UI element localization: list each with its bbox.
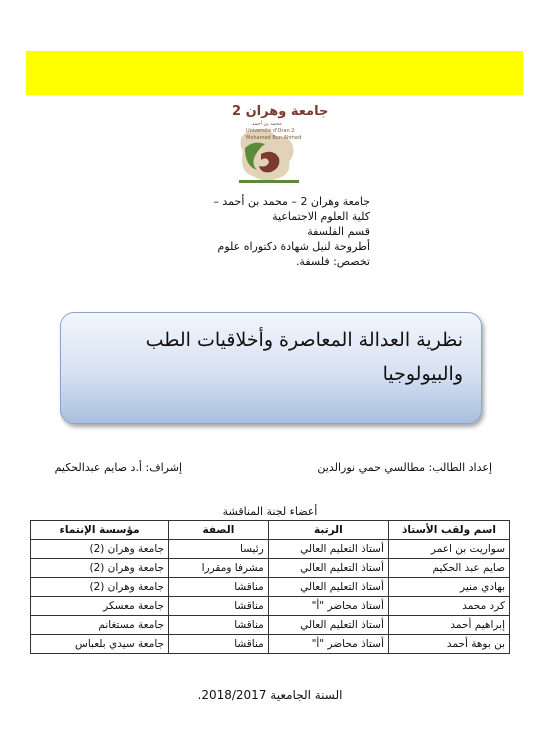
student-name: إعداد الطالب: مطالسي حمي نورالدين [317,461,492,474]
committee-table [30,520,510,654]
table-row [31,616,510,635]
table-row [31,540,510,559]
member-role: مشرفا ومقررا [169,559,269,578]
table-row [31,578,510,597]
committee-title: أعضاء لجنة المناقشة [222,505,318,518]
department-name: قسم الفلسفة [307,225,370,238]
member-role: مناقشا [169,616,269,635]
member-rank: أستاذ التعليم العالي [268,540,388,559]
logo-name: جامعة وهران 2 [232,104,329,119]
specialty: تخصص: فلسفة. [295,255,370,268]
member-name: كرد محمد [388,597,509,616]
member-rank: أستاذ محاضر "أ" [268,635,388,654]
supervisor-name: إشراف: أ.د صايم عبدالحكيم [54,461,182,474]
yellow-header-band [26,51,523,95]
member-name: إبراهيم أحمد [388,616,509,635]
member-rank: أستاذ التعليم العالي [268,559,388,578]
member-role: مناقشا [169,597,269,616]
member-institution: جامعة سيدي بلعباس [31,635,169,654]
header-role: الصفة [169,521,269,540]
table-header-row [31,521,510,540]
member-role: مناقشا [169,578,269,597]
table-row [31,559,510,578]
logo-subtitle-3: Mohamed Ben Ahmed [246,135,302,141]
header-name: اسم ولقب الأستاذ [388,521,509,540]
member-rank: أستاذ التعليم العالي [268,616,388,635]
thesis-title-box [60,312,482,424]
member-institution: جامعة وهران (2) [31,559,169,578]
member-rank: أستاذ محاضر "أ" [268,597,388,616]
logo-subtitle-2: Université d'Oran 2 [246,128,295,134]
university-name: جامعة وهران 2 – محمد بن أحمد – [213,195,370,208]
member-name: صايم عبد الحكيم [388,559,509,578]
member-institution: جامعة وهران (2) [31,540,169,559]
header-rank: الرتبة [268,521,388,540]
member-name: بهادي منير [388,578,509,597]
institution-info [150,194,370,269]
member-institution: جامعة معسكر [31,597,169,616]
logo-subtitle-1: محمد بن أحمد [252,121,282,127]
table-row [31,635,510,654]
table-row [31,597,510,616]
member-name: سواريت بن اعمر [388,540,509,559]
thesis-title: نظرية العدالة المعاصرة وأخلاقيات الطب والبيولوجيا [145,329,463,385]
member-institution: جامعة مستغانم [31,616,169,635]
member-institution: جامعة وهران (2) [31,578,169,597]
member-role: رئيسا [169,540,269,559]
header-institution: مؤسسة الإنتماء [31,521,169,540]
member-role: مناقشا [169,635,269,654]
faculty-name: كلية العلوم الاجتماعية [272,210,370,223]
member-rank: أستاذ التعليم العالي [268,578,388,597]
thesis-type: أطروحة لنيل شهادة دكتوراه علوم [217,240,370,253]
academic-year: السنة الجامعية 2018/2017. [197,688,343,702]
member-name: بن بوهة أحمد [388,635,509,654]
